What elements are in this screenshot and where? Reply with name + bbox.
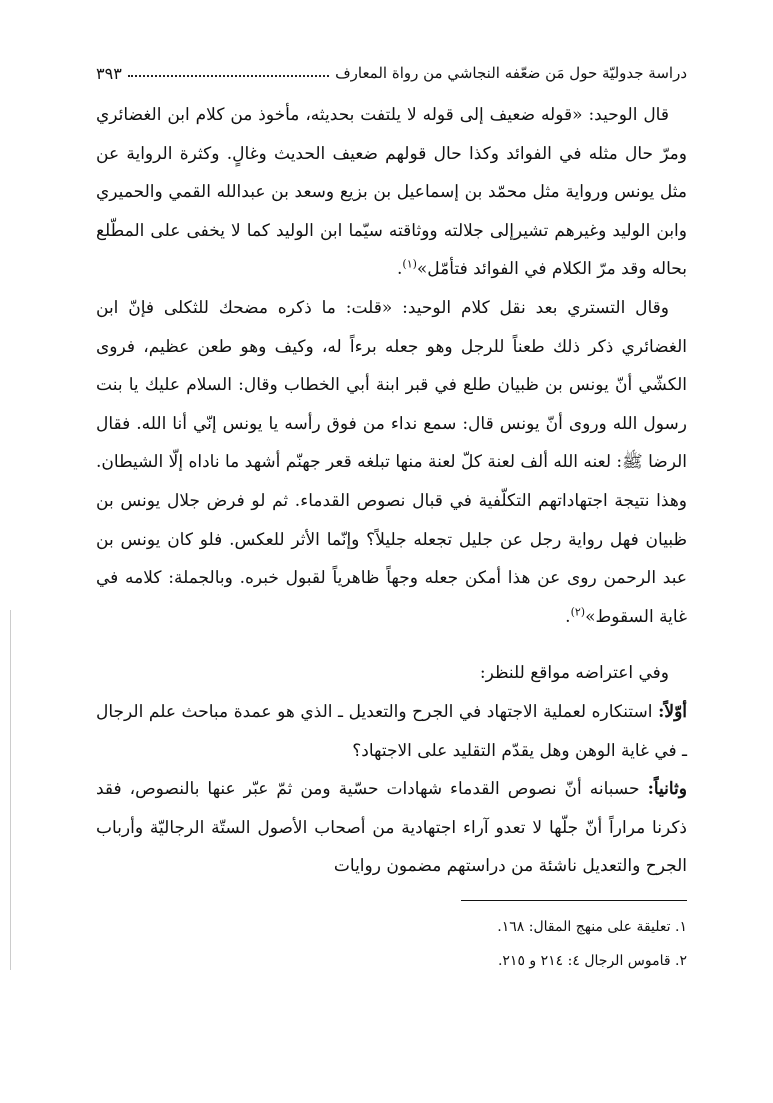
page-number: ٣٩٣ bbox=[96, 63, 122, 83]
footnote-1: ١. تعليقة على منهج المقال: ١٦٨. bbox=[497, 919, 687, 935]
paragraph-waheed-quote bbox=[96, 96, 687, 289]
running-header bbox=[96, 58, 687, 88]
footnote-separator bbox=[461, 900, 687, 901]
header-dot-leader bbox=[128, 75, 329, 77]
header-title: دراسة جدوليّة حول مَن ضعّفه النجاشي من رواة المعارف bbox=[335, 64, 687, 82]
footnote-ref-1: (١) bbox=[402, 257, 417, 271]
point-label: وثانياً: bbox=[647, 779, 687, 800]
sentence-end: . bbox=[565, 606, 571, 627]
paragraph-text: استنكاره لعملية الاجتهاد في الجرح والتعديل ـ الذي هو عمدة مباحث علم الرجال ـ في غاية الوهن وهل يقدّم التقليد على الاجتهاد؟ bbox=[96, 701, 687, 761]
footnote-ref-2: (٢) bbox=[570, 605, 586, 619]
sentence-end: . bbox=[396, 259, 403, 280]
paragraph-text: قال الوحيد: «قوله ضعيف إلى قوله لا يلتفت بحديثه، مأخوذ من كلام ابن الغضائري ومرّ حال مثله في الفوائد وكذا حال قولهم ضعيف الحديث وغالٍ. وكثرة الرواية عن مثل يونس ورواية مثل محمّد بن إسماعيل بن بزيع وسعد بن عبدالله القمي والحميري وابن الوليد وغيرهم تشيرإلى جلالته ووثاقته سيّما ابن الوليد كما لا يخفى على المطّلع بحاله وقد مرّ الكلام في الفوائد فتأمّل» bbox=[96, 105, 687, 280]
paragraph-tustari-quote bbox=[96, 289, 687, 636]
point-label: أوّلاً: bbox=[658, 701, 687, 722]
footnotes bbox=[96, 910, 687, 978]
scan-edge-line bbox=[10, 610, 11, 970]
paragraph-point-second bbox=[96, 770, 687, 886]
paragraph-text: حسبانه أنّ نصوص القدماء شهادات حسّية ومن ثمّ عبّر عنها بالنصوص، فقد ذكرنا مراراً أنّ جلّها لا تعدو آراء اجتهادية من أصحاب الأصول الستّة الرجاليّة وأرباب الجرح والتعديل ناشئة من دراستهم مضمون روايات bbox=[96, 779, 687, 877]
paragraph-objections-intro: وفي اعتراضه مواقع للنظر: bbox=[479, 663, 669, 684]
main-text bbox=[96, 96, 687, 886]
paragraph-point-first bbox=[96, 693, 687, 770]
paragraph-text: وقال التستري بعد نقل كلام الوحيد: «قلت: ما ذكره مضحك للثكلى فإنّ ابن الغضائري ذكر ذلك طعناً للرجل وهو جعله برءاً له، وكيف وهو طعن عظيم، فروى الكشّي أنّ يونس بن ظبيان طلع في قبر ابنة أبي الخطاب وقال: السلام عليك يا بنت رسول الله وروى أنّ يونس قال: سمع نداء من فوق رأسه يا يونس إنّي أنا الله. فقال الرضا ﷺ: لعنه الله ألف لعنة كلّ لعنة منها تبلغه قعر جهنّم أشهد ما ناداه إلّا الشيطان. وهذا نتيجة اجتهاداتهم التكلّفية في قبال نصوص القدماء. ثم لو فرض جلال يونس بن ظبيان فهل رواية رجل عن جليل تجعله جليلاً؟ وإنّما الأثر للعكس. فلو كان يونس بن عبد الرحمن روى عن هذا أمكن جعله وجهاً ظاهرياً لقبول خبره. وبالجملة: كلامه في غاية السقوط» bbox=[96, 297, 687, 627]
footnote-2: ٢. قاموس الرجال ٤: ٢١٤ و ٢١٥. bbox=[497, 953, 687, 969]
